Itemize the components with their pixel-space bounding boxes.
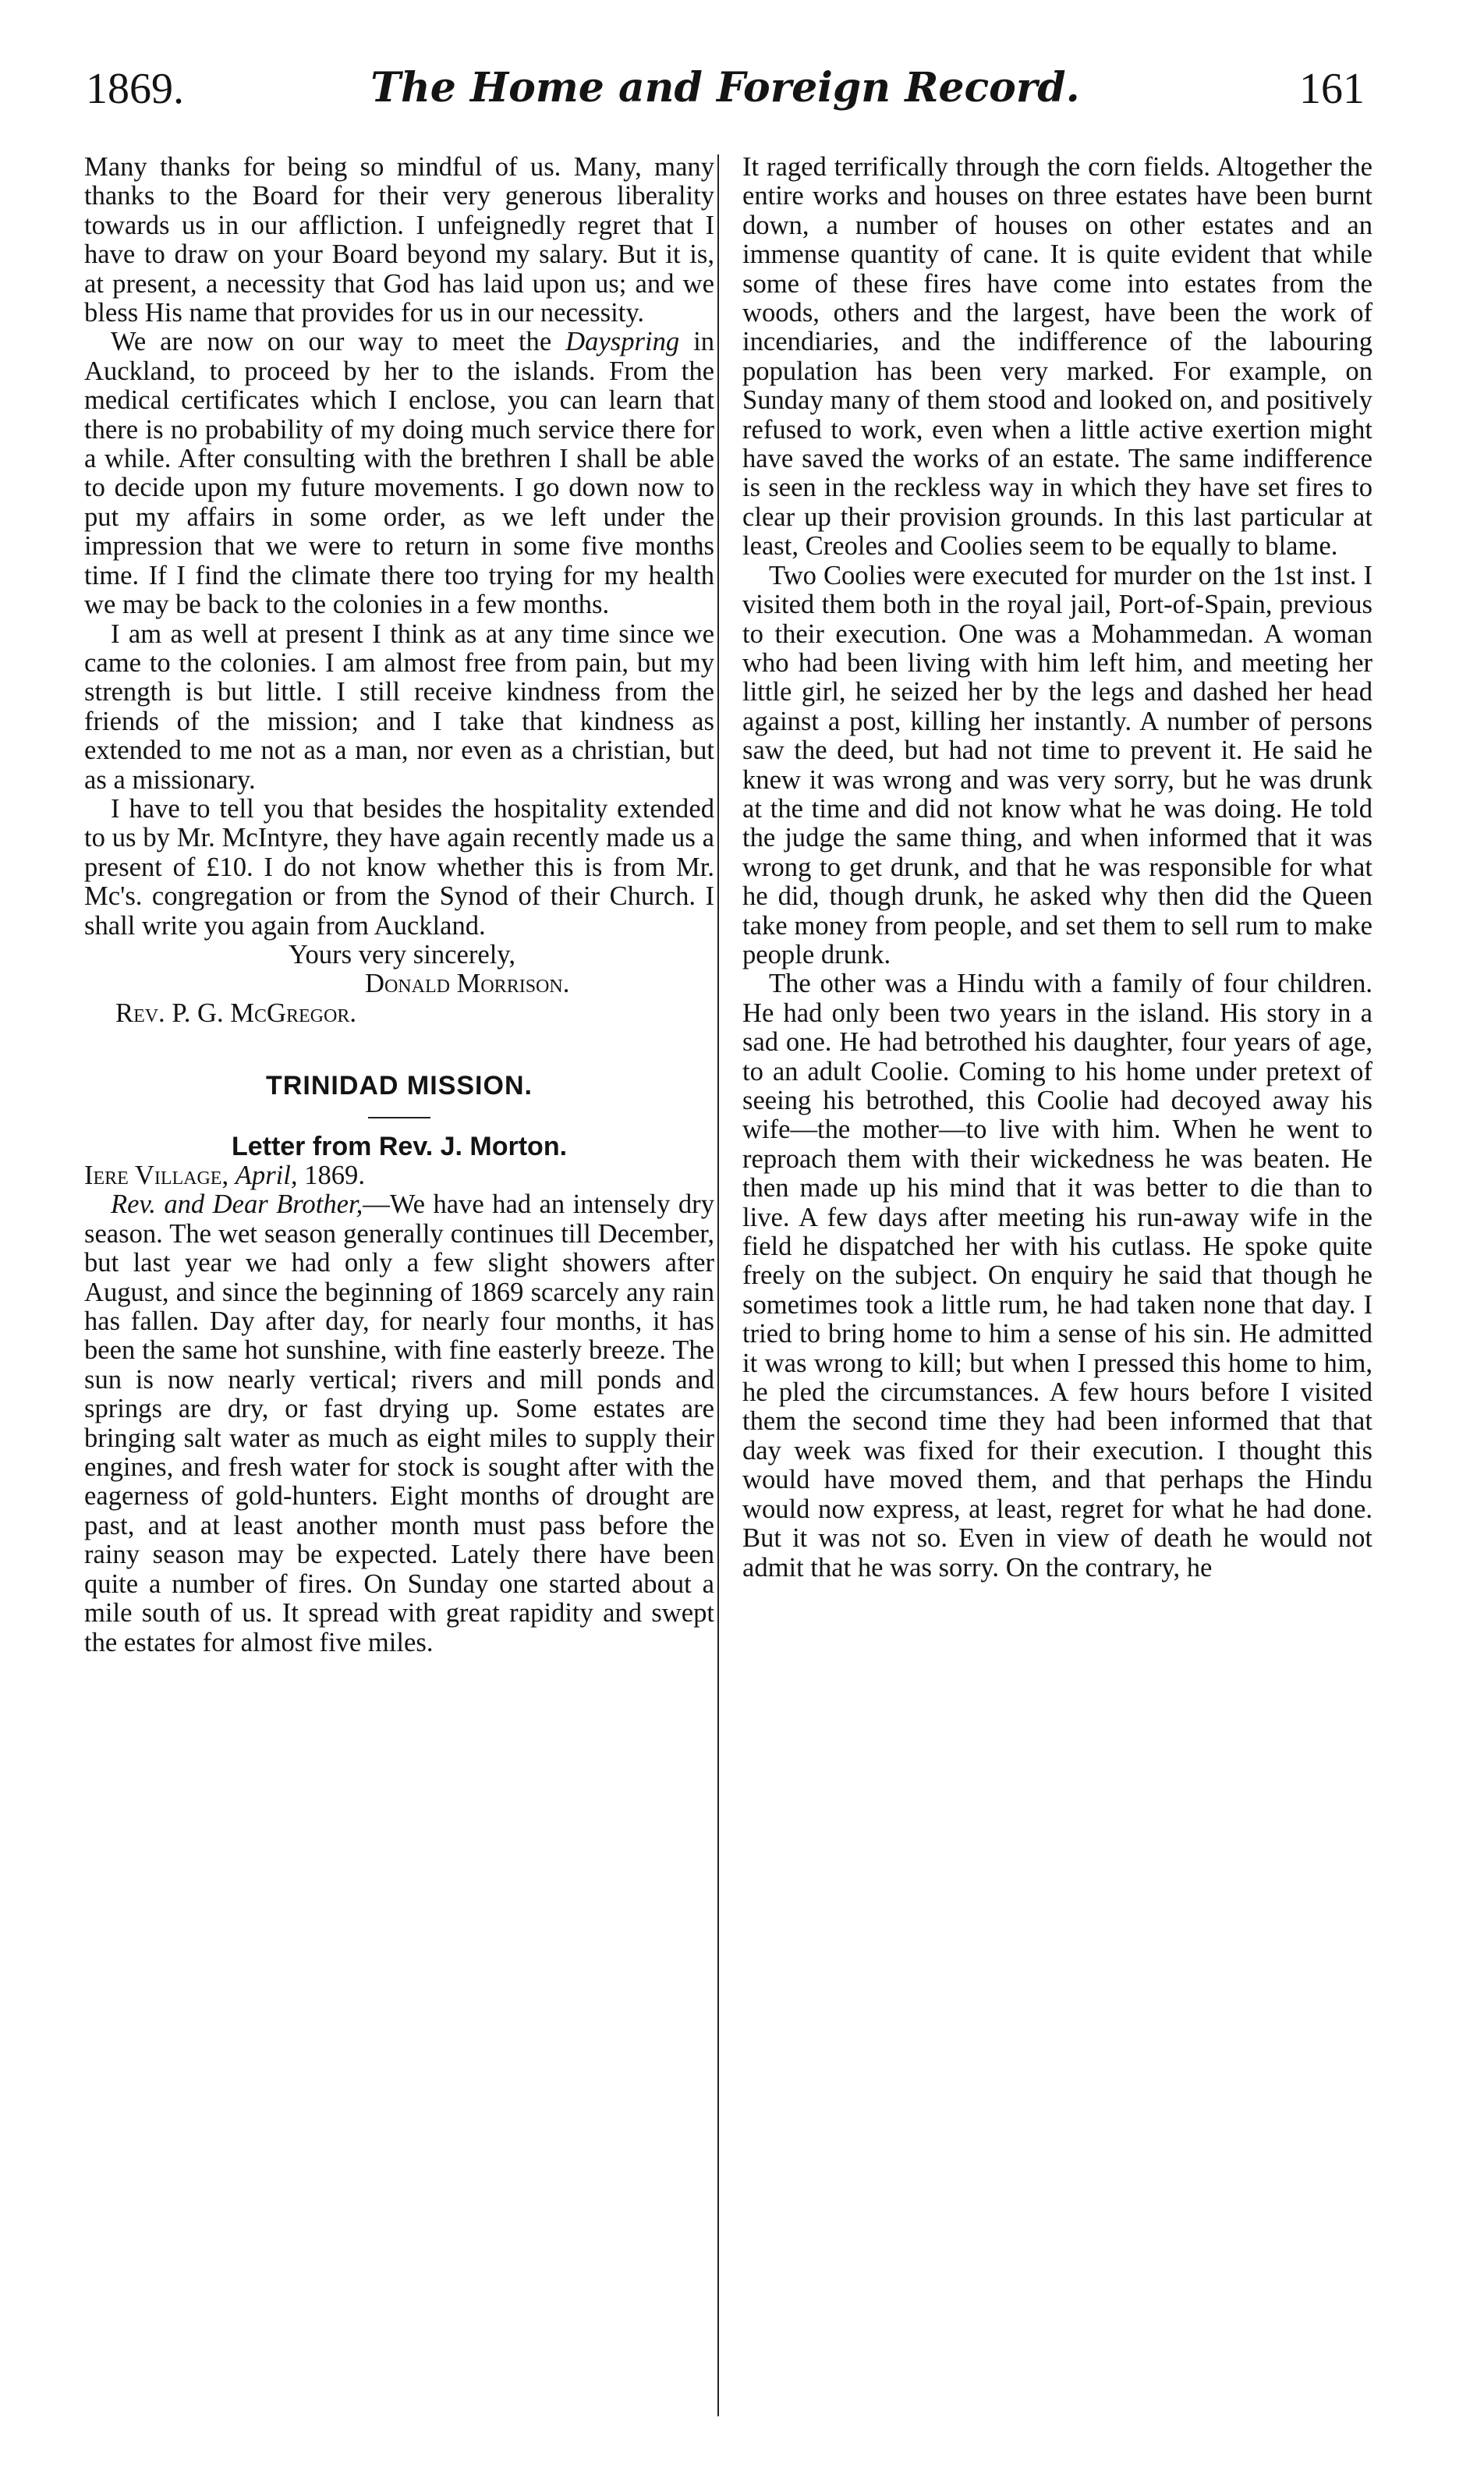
paragraph: It raged terrifically through the corn fields. Altogether the entire works and houses on three estates have been burnt down, a number of houses on other estates and an immense quantity of cane. It is quite evident that while some of these fires have come into estates from the woods, others and the largest, have been the work of incendiaries, and the indifference of the labouring population has been very marked. For example, on Sunday many of them stood and looked on, and positively refused to work, even when a little active exertion might have saved the works of an estate. The same indifference is seen in the reckless way in which they have set fires to clear up their provision grounds. In this last particular at least, Creoles and Coolies seem to be equally to blame. — [742, 152, 1372, 562]
text-run: We are now on our way to meet the — [111, 327, 566, 357]
paragraph — [84, 1190, 714, 1657]
text-run: —We have had an intensely dry season. The wet season generally continues till December, but last year we had only a few slight showers after August, and since the beginning of 1869 scarcely any rain has fallen. Day after day, for nearly four months, it has been the same hot sunshine, with fine easterly breeze. The sun is now nearly vertical; rivers and mill ponds and springs are dry, or fast drying up. Some estates are bringing salt water as much as eight miles to supply their engines, and fresh water for stock is sought after with the eagerness of gold-hunters. Eight months of drought are past, and at least another month must pass before the rainy season may be expected. Lately there have been quite a number of fires. On Sunday one started about a mile south of us. It spread with great rapidity and swept the estates for almost five miles. — [84, 1189, 714, 1657]
page-number: 161 — [1299, 65, 1365, 113]
section-title: TRINIDAD MISSION. — [266, 1071, 533, 1101]
left-column — [84, 153, 714, 1657]
paragraph — [84, 328, 714, 619]
paragraph: I have to tell you that besides the hospitality extended to us by Mr. McIntyre, they have again recently made us a present of £10. I do not know whether this is from Mr. Mc's. congregation or from the Synod of their Church. I shall write you again from Auckland. — [84, 793, 714, 941]
right-column — [742, 153, 1372, 1583]
paragraph: I am as well at present I think as at any time since we came to the colonies. I am almost free from pain, but my strength is but little. I still receive kindness from the friends of the mission; and I take that kindness as extended to me not as a man, nor even as a christian, but as a missionary. — [84, 619, 714, 795]
letter-closing: Yours very sincerely, — [289, 939, 515, 969]
dateline-month: April, — [235, 1161, 298, 1190]
paragraph: Two Coolies were executed for murder on the 1st inst. I visited them both in the royal jail, Port-of-Spain, previous to their execution. One was a Mohammedan. A woman who had been living with him left him, and meeting her little girl, he seized her by the legs and dashed her head against a post, killing her instantly. A number of persons saw the deed, but had not time to prevent it. He said he knew it was wrong and was very sorry, but he was drunk at the time and did not know what he was doing. He told the judge the same thing, and when informed that it was wrong to get drunk, and that he was responsible for what he did, though drunk, he asked why then did the Queen take money from people, and set them to sell rum to make people drunk. — [742, 560, 1372, 969]
column-divider — [717, 154, 719, 2416]
section-divider — [368, 1117, 430, 1118]
paragraph: Many thanks for being so mindful of us. Many, many thanks to the Board for their very generous liberality towards us in our affliction. I unfeignedly regret that I have to draw on your Board beyond my salary. But it is, at present, a necessity that God has laid upon us; and we bless His name that provides for us in our necessity. — [84, 152, 714, 328]
letter-addressee: Rev. P. G. McGregor. — [115, 998, 356, 1028]
letter-signature: Donald Morrison. — [365, 969, 570, 999]
letter-heading: Letter from Rev. J. Morton. — [231, 1131, 568, 1161]
header-year: 1869. — [86, 65, 184, 113]
dateline — [84, 1161, 714, 1190]
running-head — [86, 64, 1365, 126]
salutation: Rev. and Dear Brother, — [111, 1189, 363, 1220]
journal-title: The Home and Foreign Record. — [370, 64, 1080, 112]
dateline-year: 1869. — [304, 1161, 365, 1190]
ship-name: Dayspring — [565, 327, 680, 357]
paragraph: The other was a Hindu with a family of four children. He had only been two years in the island. His story in a sad one. He had betrothed his daughter, four years of age, to an adult Coolie. Coming to his home under pretext of seeing his betrothed, this Coolie had decoyed away his wife—the mother—to live with him. When he went to reproach them with their wickedness he was beaten. He then made up his mind that it was better to die than to live. A few days after meeting his run-away wife in the field he dispatched her with his cutlass. He spoke quite freely on the subject. On enquiry he said that though he sometimes took a little rum, he had taken none that day. I tried to bring home to him a sense of his sin. He admitted it was wrong to kill; but when I pressed this home to him, he pled the circumstances. A few hours before I visited them the second time they had been informed that that day week was fixed for their execution. I thought this would have moved them, and that perhaps the Hindu would now express, at least, regret for what he had done. But it was not so. Even in view of death he would not admit that he was sorry. On the contrary, he — [742, 969, 1372, 1583]
dateline-place: Iere Village, — [84, 1161, 229, 1190]
text-run: in Auckland, to proceed by her to the islands. From the medical certificates which I enclose, you can learn that there is no probability of my doing much service there for a while. After consulting with the brethren I shall be able to decide upon my future movements. I go down now to put my affairs in some order, as we left under the impression that we were to return in some five months time. If I find the climate there too trying for my health we may be back to the colonies in a few months. — [84, 327, 715, 620]
